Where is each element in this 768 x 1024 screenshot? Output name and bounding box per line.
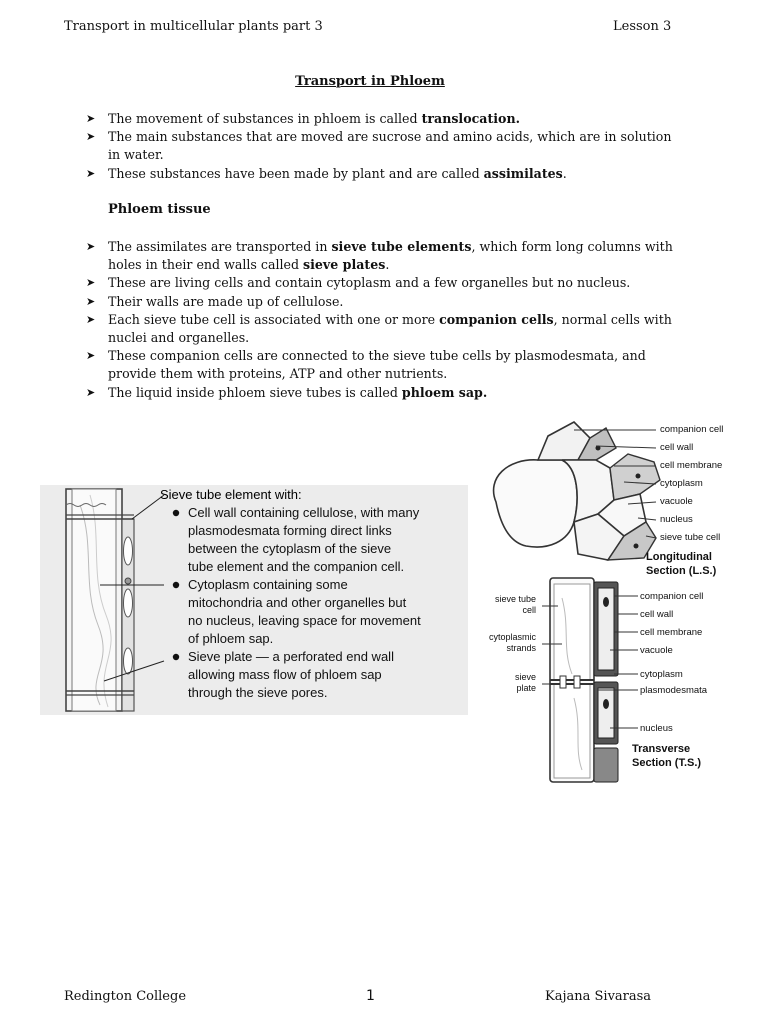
arrow-bullet-icon: ➤ xyxy=(86,276,96,290)
bullet-bold-term: translocation. xyxy=(421,111,520,126)
bullet-text: , normal cells with nuclei and organelles. xyxy=(108,311,672,346)
ts-left-label: strands xyxy=(506,643,536,653)
tissue-bullet-list xyxy=(86,238,676,402)
bullet-text: , which form long columns with holes in their end walls called xyxy=(108,239,673,273)
companion-cell-figure xyxy=(478,418,748,786)
bullet-text: . xyxy=(385,257,390,273)
bullet-text: The liquid inside phloem sieve tubes is called xyxy=(108,384,402,400)
longitudinal-section-drawing xyxy=(494,422,660,560)
intro-bullet-list xyxy=(86,110,676,183)
bullet-bold-term: sieve plates xyxy=(303,257,386,273)
subheading-phloem-tissue: Phloem tissue xyxy=(108,202,211,217)
fig1-point-line: Sieve plate — a perforated end wall xyxy=(188,649,394,664)
bullet-text: The movement of substances in phloem is called xyxy=(108,111,422,126)
bullet-bold-term: sieve tube elements xyxy=(331,239,472,254)
ts-caption: Transverse xyxy=(632,743,691,755)
fig1-point-line: mitochondria and other organelles but xyxy=(188,595,407,610)
ls-label: cytoplasm xyxy=(660,478,703,489)
page-number: 1 xyxy=(366,988,375,1004)
ts-right-label: cell membrane xyxy=(640,627,703,638)
bullet-bold-term: companion cells xyxy=(439,311,554,327)
bullet-text: These companion cells are connected to the sieve tube cells by plasmodesmata, and provide them with proteins, ATP and other nutrients. xyxy=(108,348,646,382)
ls-caption: Section (L.S.) xyxy=(646,565,717,577)
bullet-text: . xyxy=(562,165,567,181)
bullet-text: The main substances that are moved are sucrose and amino acids, which are in solution in water. xyxy=(108,129,672,163)
arrow-bullet-icon: ➤ xyxy=(86,112,96,125)
bullet-item xyxy=(86,274,676,292)
bullet-item xyxy=(86,293,676,311)
bullet-item xyxy=(86,238,676,274)
arrow-bullet-icon: ➤ xyxy=(86,294,96,308)
footer-right: Kajana Sivarasa xyxy=(545,989,652,1004)
bullet-text: These are living cells and contain cytoplasm and a few organelles but no nucleus. xyxy=(108,275,631,291)
arrow-bullet-icon: ➤ xyxy=(86,349,96,363)
bullet-text: These substances have been made by plant and are called xyxy=(108,165,484,181)
transverse-section-drawing xyxy=(542,578,638,782)
ts-left-label: plate xyxy=(516,683,536,693)
sieve-tube-element-figure xyxy=(40,485,468,715)
ts-left-label: cell xyxy=(522,605,536,615)
header-left: Transport in multicellular plants part 3 xyxy=(64,19,323,34)
fig1-point-line: no nucleus, leaving space for movement xyxy=(188,613,421,628)
page-title: Transport in Phloem xyxy=(295,74,445,89)
fig1-point-line: between the cytoplasm of the sieve xyxy=(188,541,392,556)
bullet-text: Their walls are made up of cellulose. xyxy=(108,293,344,309)
footer-left: Redington College xyxy=(64,989,187,1004)
bullet-text: Each sieve tube cell is associated with one or more xyxy=(108,311,440,327)
ls-caption: Longitudinal xyxy=(646,551,712,563)
ls-label: vacuole xyxy=(660,496,693,507)
ts-left-label: sieve xyxy=(514,672,536,682)
arrow-bullet-icon: ➤ xyxy=(86,240,96,253)
fig1-point-line: tube element and the companion cell. xyxy=(188,559,405,574)
arrow-bullet-icon: ➤ xyxy=(86,385,96,399)
arrow-bullet-icon: ➤ xyxy=(86,166,96,180)
fig1-point-line: Cell wall containing cellulose, with many xyxy=(188,505,420,520)
ts-right-label: cell wall xyxy=(640,609,674,620)
bullet-item xyxy=(86,311,676,347)
header-right: Lesson 3 xyxy=(613,19,672,34)
fig1-point-line: of phloem sap. xyxy=(188,631,274,646)
ts-right-label: cytoplasm xyxy=(640,669,683,680)
bullet-text: The assimilates are transported in xyxy=(108,239,332,254)
fig1-point-line: Cytoplasm containing some xyxy=(188,577,348,592)
ts-left-label: cytoplasmic xyxy=(488,632,536,642)
bullet-dot-icon xyxy=(173,582,179,588)
ls-label: sieve tube cell xyxy=(660,532,721,543)
fig1-heading: Sieve tube element with: xyxy=(160,487,302,502)
bullet-item xyxy=(86,110,676,128)
bullet-item xyxy=(86,128,676,164)
ts-caption: Section (T.S.) xyxy=(632,757,702,769)
fig1-point-line: through the sieve pores. xyxy=(188,685,328,700)
ts-right-label: nucleus xyxy=(640,723,673,734)
ts-right-label: companion cell xyxy=(640,591,704,602)
bullet-item xyxy=(86,165,676,183)
bullet-item xyxy=(86,347,676,383)
bullet-bold-term: phloem sap. xyxy=(401,384,488,400)
bullet-item xyxy=(86,384,676,402)
arrow-bullet-icon: ➤ xyxy=(86,312,96,326)
ls-label: cell membrane xyxy=(660,460,723,471)
ls-label: companion cell xyxy=(660,424,724,435)
fig1-point-line: allowing mass flow of phloem sap xyxy=(188,667,382,682)
arrow-bullet-icon: ➤ xyxy=(86,130,96,144)
ts-right-label: plasmodesmata xyxy=(640,685,708,696)
bullet-bold-term: assimilates xyxy=(483,165,563,181)
ts-right-label: vacuole xyxy=(640,645,673,656)
fig1-point-line: plasmodesmata forming direct links xyxy=(188,523,392,538)
ts-left-label: sieve tube xyxy=(494,594,536,604)
bullet-dot-icon xyxy=(173,510,179,516)
ls-label: cell wall xyxy=(660,442,694,453)
ls-label: nucleus xyxy=(660,514,693,525)
bullet-dot-icon xyxy=(173,654,179,660)
